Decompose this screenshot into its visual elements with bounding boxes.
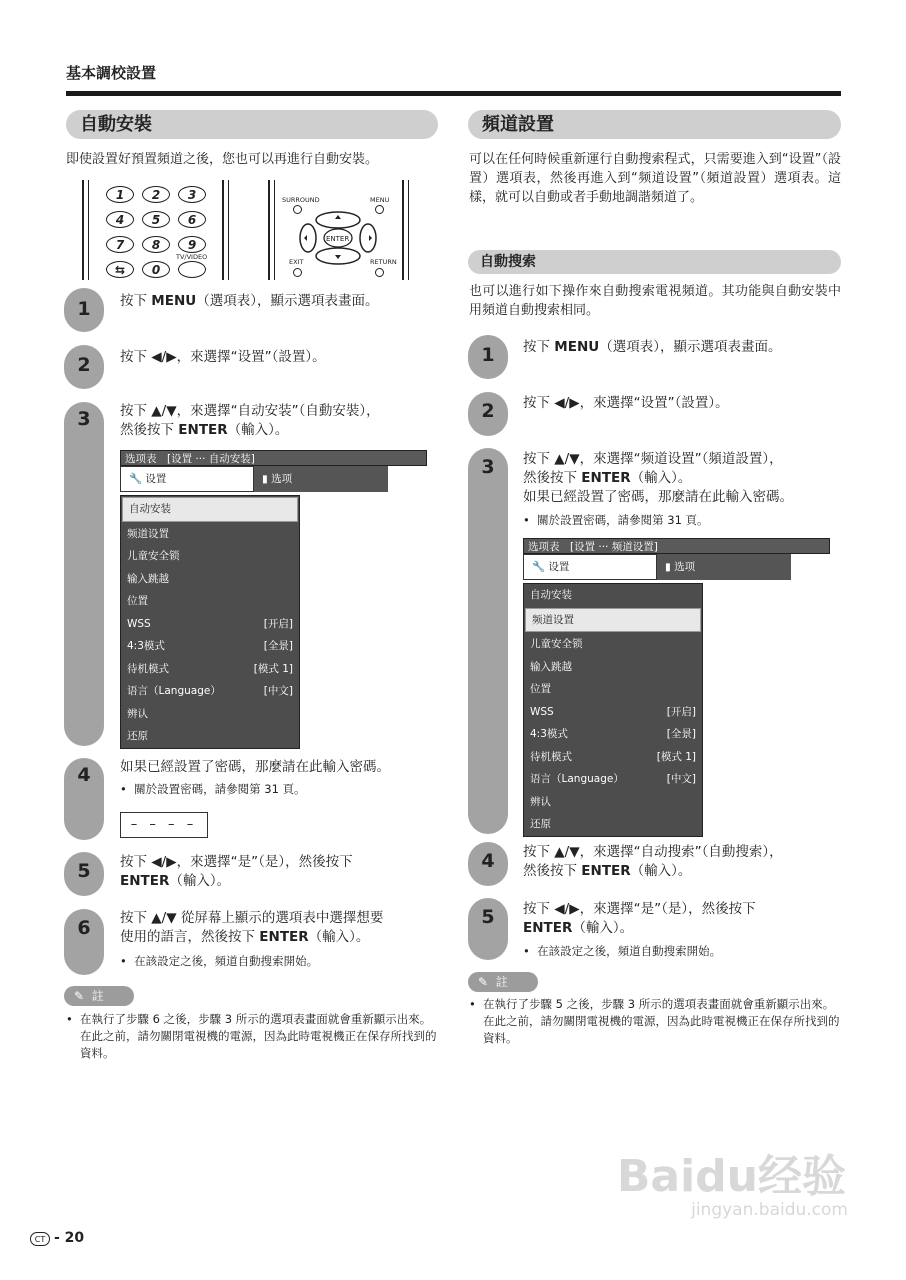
menu-item[interactable]: 还原	[530, 818, 551, 830]
enter-label: ENTER	[326, 235, 350, 243]
key-6[interactable]: 6	[178, 211, 206, 228]
key-7[interactable]: 7	[106, 236, 134, 253]
subsection-title-auto-search: 自動搜索	[468, 250, 841, 274]
channel-setup-intro: 可以在任何時候重新運行自動搜索程式，只需要進入到“设置”（設置）選項表，然後再進入到“频道设置”（頻道設置）選項表。這樣，就可以自動或者手動地調諧頻道了。	[469, 152, 841, 205]
menu-item[interactable]: 辨认	[530, 795, 551, 808]
note-pencil-icon: ✎	[478, 975, 489, 989]
flashback-key[interactable]: ⇆	[106, 261, 134, 278]
remote-edge-left	[82, 180, 89, 280]
key-5[interactable]: 5	[142, 211, 170, 228]
note-badge: ✎ 註	[468, 972, 538, 992]
option-icon: ▮	[665, 561, 671, 573]
surround-label: SURROUND	[282, 196, 320, 204]
step-5-text: 按下 ◀/▶，來選擇“是”（是），然後按下 ENTER（輸入）。	[120, 854, 353, 889]
tvvideo-label: TV/VIDEO	[176, 253, 208, 261]
menu-item[interactable]: 还原	[127, 730, 148, 742]
setup-icon: 🔧	[129, 473, 143, 485]
note-pencil-icon: ✎	[74, 989, 85, 1003]
key-0[interactable]: 0	[142, 261, 170, 278]
step-1-text: 按下 MENU（選項表），顯示選項表畫面。	[523, 339, 782, 355]
step-3-text: 按下 ▲/▼，來選擇“自动安装”（自動安裝）， 然後按下 ENTER（輸入）。	[120, 403, 380, 438]
auto-search-intro: 也可以進行如下操作來自動搜索電視頻道。其功能與自動安裝中用頻道自動搜索相同。	[469, 284, 841, 318]
exit-label: EXIT	[289, 258, 304, 266]
note-text: • 在執行了步驟 6 之後，步驟 3 所示的選項表畫面就會重新顯示出來。在此之前，請勿關閉電視機的電源，因為此時電視機正在保存所找到的資料。	[66, 1012, 437, 1060]
return-label: RETURN	[370, 258, 397, 266]
tab-setup[interactable]: 🔧 设置	[523, 554, 657, 580]
step-number: 4	[77, 764, 91, 786]
step-2-text: 按下 ◀/▶，來選擇“设置”（設置）。	[523, 395, 729, 411]
menu-item[interactable]: WSS [开启]	[127, 617, 293, 630]
menu-item[interactable]: 辨认	[127, 707, 148, 720]
return-button[interactable]	[375, 268, 384, 277]
tab-setup[interactable]: 🔧 设置	[120, 466, 254, 492]
step-1-text: 按下 MENU（選項表），顯示選項表畫面。	[120, 293, 379, 309]
menu-item[interactable]: 输入跳越	[127, 572, 169, 585]
baidu-watermark-url: jingyan.baidu.com	[691, 1200, 848, 1220]
step-5-bullet: • 在該設定之後，頻道自動搜索開始。	[523, 944, 722, 958]
page-number: - 20	[54, 1230, 85, 1246]
password-field[interactable]: – – – –	[120, 812, 208, 838]
step-number: 3	[77, 408, 91, 430]
step-6-text: 按下 ▲/▼ 從屏幕上顯示的選項表中選擇想要 使用的語言，然後按下 ENTER（輸入）。	[120, 910, 384, 945]
language-badge: CT	[30, 1232, 50, 1246]
channel-setup-menu	[523, 538, 830, 837]
menu-titlebar: 选项表 [设置 ··· 自动安装]	[120, 450, 427, 466]
menu-item[interactable]: 4:3模式 [全景]	[530, 728, 696, 740]
key-4[interactable]: 4	[106, 211, 134, 228]
key-2[interactable]: 2	[142, 186, 170, 203]
section-title-channel-setup: 頻道設置	[468, 110, 841, 139]
step-number: 2	[77, 354, 91, 376]
key-8[interactable]: 8	[142, 236, 170, 253]
auto-install-menu	[120, 450, 427, 749]
menu-list	[523, 583, 703, 837]
menu-item[interactable]: 待机模式 [模式 1]	[127, 662, 293, 675]
exit-button[interactable]	[293, 268, 302, 277]
menu-item[interactable]: 4:3模式 [全景]	[127, 640, 293, 652]
header-rule	[66, 91, 841, 96]
menu-item[interactable]: 频道设置	[525, 608, 701, 633]
step-4-text: 按下 ▲/▼，來選擇“自动搜索”（自動搜索）， 然後按下 ENTER（輸入）。	[523, 844, 783, 879]
page-header-title: 基本調校設置	[66, 64, 157, 82]
step-number: 6	[77, 917, 91, 939]
step-bar-3	[64, 402, 104, 746]
step-6-bullet: • 在該設定之後，頻道自動搜索開始。	[120, 954, 319, 968]
menu-item[interactable]: WSS [开启]	[530, 705, 696, 718]
step-number: 5	[481, 906, 495, 928]
step-number: 4	[481, 850, 495, 872]
menu-list	[120, 495, 300, 749]
remote2-edge-right	[402, 180, 409, 280]
menu-titlebar: 选项表 [设置 ··· 频道设置]	[523, 538, 830, 554]
menu-label: MENU	[370, 196, 390, 204]
baidu-watermark: Baidu经验	[616, 1151, 846, 1202]
section-title-auto-install: 自動安裝	[66, 110, 438, 139]
step-number: 1	[481, 344, 495, 366]
menu-item[interactable]: 位置	[530, 683, 551, 695]
step-number: 1	[77, 298, 91, 320]
remote2-edge-left	[268, 180, 275, 280]
note-text: • 在執行了步驟 5 之後，步驟 3 所示的選項表畫面就會重新顯示出來。在此之前，請勿關閉電視機的電源，因為此時電視機正在保存所找到的資料。	[469, 997, 840, 1045]
step-number: 5	[77, 860, 91, 882]
auto-install-intro: 即使設置好預置頻道之後，您也可以再進行自動安裝。	[66, 152, 379, 167]
menu-item[interactable]: 自动安装	[530, 589, 572, 601]
key-1[interactable]: 1	[106, 186, 134, 203]
step-5-text: 按下 ◀/▶，來選擇“是”（是），然後按下 ENTER（輸入）。	[523, 901, 756, 936]
menu-item[interactable]: 语言（Language） [中文]	[530, 773, 696, 785]
menu-item[interactable]: 儿童安全锁	[127, 550, 180, 562]
menu-item[interactable]: 待机模式 [模式 1]	[530, 750, 696, 763]
note-badge: ✎ 註	[64, 986, 134, 1006]
step-3-bullet: • 關於設置密碼，請參閱第 31 頁。	[523, 513, 709, 527]
tvvideo-key[interactable]	[178, 261, 206, 278]
step-number: 3	[481, 456, 495, 478]
menu-item[interactable]: 频道设置	[127, 527, 169, 540]
menu-item[interactable]: 儿童安全锁	[530, 638, 583, 650]
remote-illustration	[82, 180, 412, 285]
step-bar-3	[468, 448, 508, 834]
tab-option[interactable]: ▮ 选项	[254, 466, 388, 492]
remote-edge-mid	[222, 180, 229, 280]
menu-item[interactable]: 语言（Language） [中文]	[127, 685, 293, 697]
option-icon: ▮	[262, 473, 268, 485]
step-number: 2	[481, 400, 495, 422]
key-9[interactable]: 9	[178, 236, 206, 253]
tab-option[interactable]: ▮ 选项	[657, 554, 791, 580]
menu-item[interactable]: 位置	[127, 595, 148, 607]
step-4-text: 如果已經設置了密碼，那麼請在此輸入密碼。	[120, 759, 390, 775]
step-4-bullet: • 關於設置密碼，請參閱第 31 頁。	[120, 782, 306, 796]
step-3-text: 按下 ▲/▼，來選擇“频道设置”（頻道設置）， 然後按下 ENTER（輸入）。 如果已經設置了密碼，那麼請在此輸入密碼。	[523, 451, 793, 505]
key-3[interactable]: 3	[178, 186, 206, 203]
menu-item[interactable]: 自动安装	[122, 497, 298, 522]
step-2-text: 按下 ◀/▶，來選擇“设置”（設置）。	[120, 349, 326, 365]
menu-item[interactable]: 输入跳越	[530, 660, 572, 673]
setup-icon: 🔧	[532, 561, 546, 573]
